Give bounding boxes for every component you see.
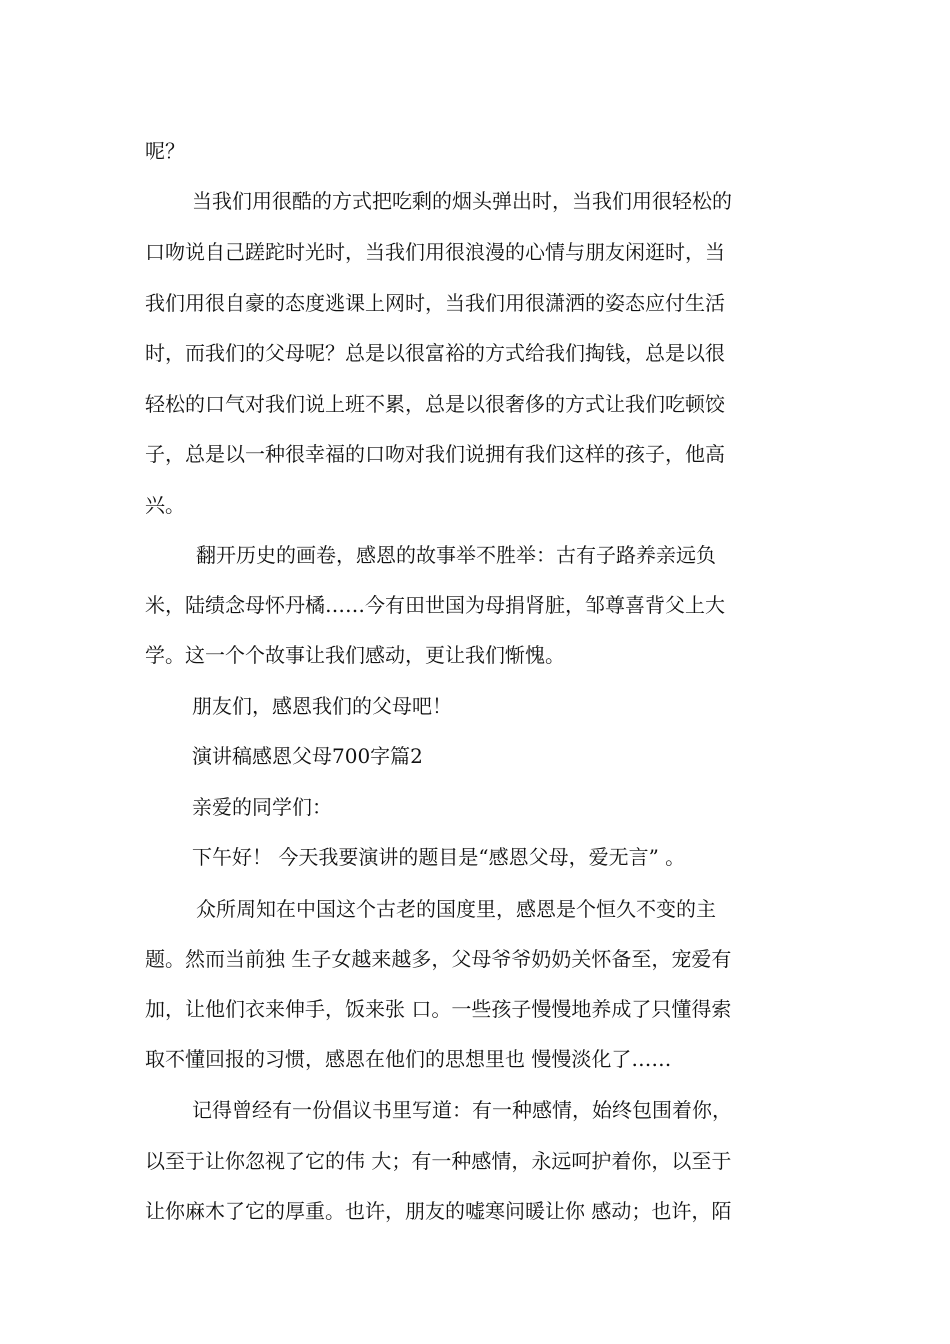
text-line <box>0 889 950 929</box>
line-text: 兴。 <box>145 493 185 517</box>
line-text: 取不懂回报的习惯，感恩在他们的思想里也 慢慢淡化了…… <box>145 1047 672 1071</box>
text-line <box>0 333 950 373</box>
text-line <box>0 181 950 221</box>
line-text: 让你麻木了它的厚重。也许，朋友的嘘寒问暖让你 感动；也许，陌 <box>145 1199 732 1223</box>
text-line <box>0 535 950 575</box>
line-text: 下午好！ 今天我要演讲的题目是“感恩父母，爱无言” 。 <box>192 845 686 869</box>
text-line <box>0 635 950 675</box>
text-line <box>0 1039 950 1079</box>
text-line <box>0 434 950 474</box>
text-line <box>0 837 950 877</box>
line-text: 记得曾经有一份倡议书里写道：有一种感情，始终包围着你， <box>192 1098 732 1122</box>
text-line <box>0 989 950 1029</box>
text-line <box>0 787 950 827</box>
line-text: 子，总是以一种很幸福的口吻对我们说拥有我们这样的孩子，他高 <box>145 442 725 466</box>
line-text: 演讲稿感恩父母700字篇2 <box>192 744 423 768</box>
line-text: 朋友们，感恩我们的父母吧！ <box>192 694 452 718</box>
line-text: 翻开历史的画卷，感恩的故事举不胜举：古有子路养亲远负 <box>196 543 716 567</box>
line-text: 米，陆绩念母怀丹橘……今有田世国为母捐肾脏，邹尊喜背父上大 <box>145 593 725 617</box>
text-line <box>0 1191 950 1231</box>
line-text: 轻松的口气对我们说上班不累，总是以很奢侈的方式让我们吃顿饺 <box>145 392 725 416</box>
line-text: 亲爱的同学们： <box>192 795 332 819</box>
text-line <box>0 585 950 625</box>
text-line <box>0 1090 950 1130</box>
line-text: 我们用很自豪的态度逃课上网时，当我们用很潇洒的姿态应付生活 <box>145 291 725 315</box>
line-text: 以至于让你忽视了它的伟 大；有一种感情，永远呵护着你，以至于 <box>145 1149 732 1173</box>
line-text: 当我们用很酷的方式把吃剩的烟头弹出时，当我们用很轻松的 <box>192 189 732 213</box>
line-text: 加，让他们衣来伸手，饭来张 口。一些孩子慢慢地养成了只懂得索 <box>145 997 732 1021</box>
text-line <box>0 736 950 776</box>
text-line <box>0 232 950 272</box>
line-text: 口吻说自己蹉跎时光时，当我们用很浪漫的心情与朋友闲逛时，当 <box>145 240 725 264</box>
line-text: 时，而我们的父母呢？总是以很富裕的方式给我们掏钱，总是以很 <box>145 341 725 365</box>
text-line <box>0 485 950 525</box>
text-line <box>0 131 950 171</box>
text-line <box>0 283 950 323</box>
line-text: 呢？ <box>145 139 185 163</box>
text-line <box>0 384 950 424</box>
line-text: 题。然而当前独 生子女越来越多，父母爷爷奶奶关怀备至，宠爱有 <box>145 947 732 971</box>
line-text: 众所周知在中国这个古老的国度里，感恩是个恒久不变的主 <box>196 897 716 921</box>
text-line <box>0 939 950 979</box>
text-line <box>0 1141 950 1181</box>
text-line <box>0 686 950 726</box>
line-text: 学。这一个个故事让我们感动，更让我们惭愧。 <box>145 643 565 667</box>
